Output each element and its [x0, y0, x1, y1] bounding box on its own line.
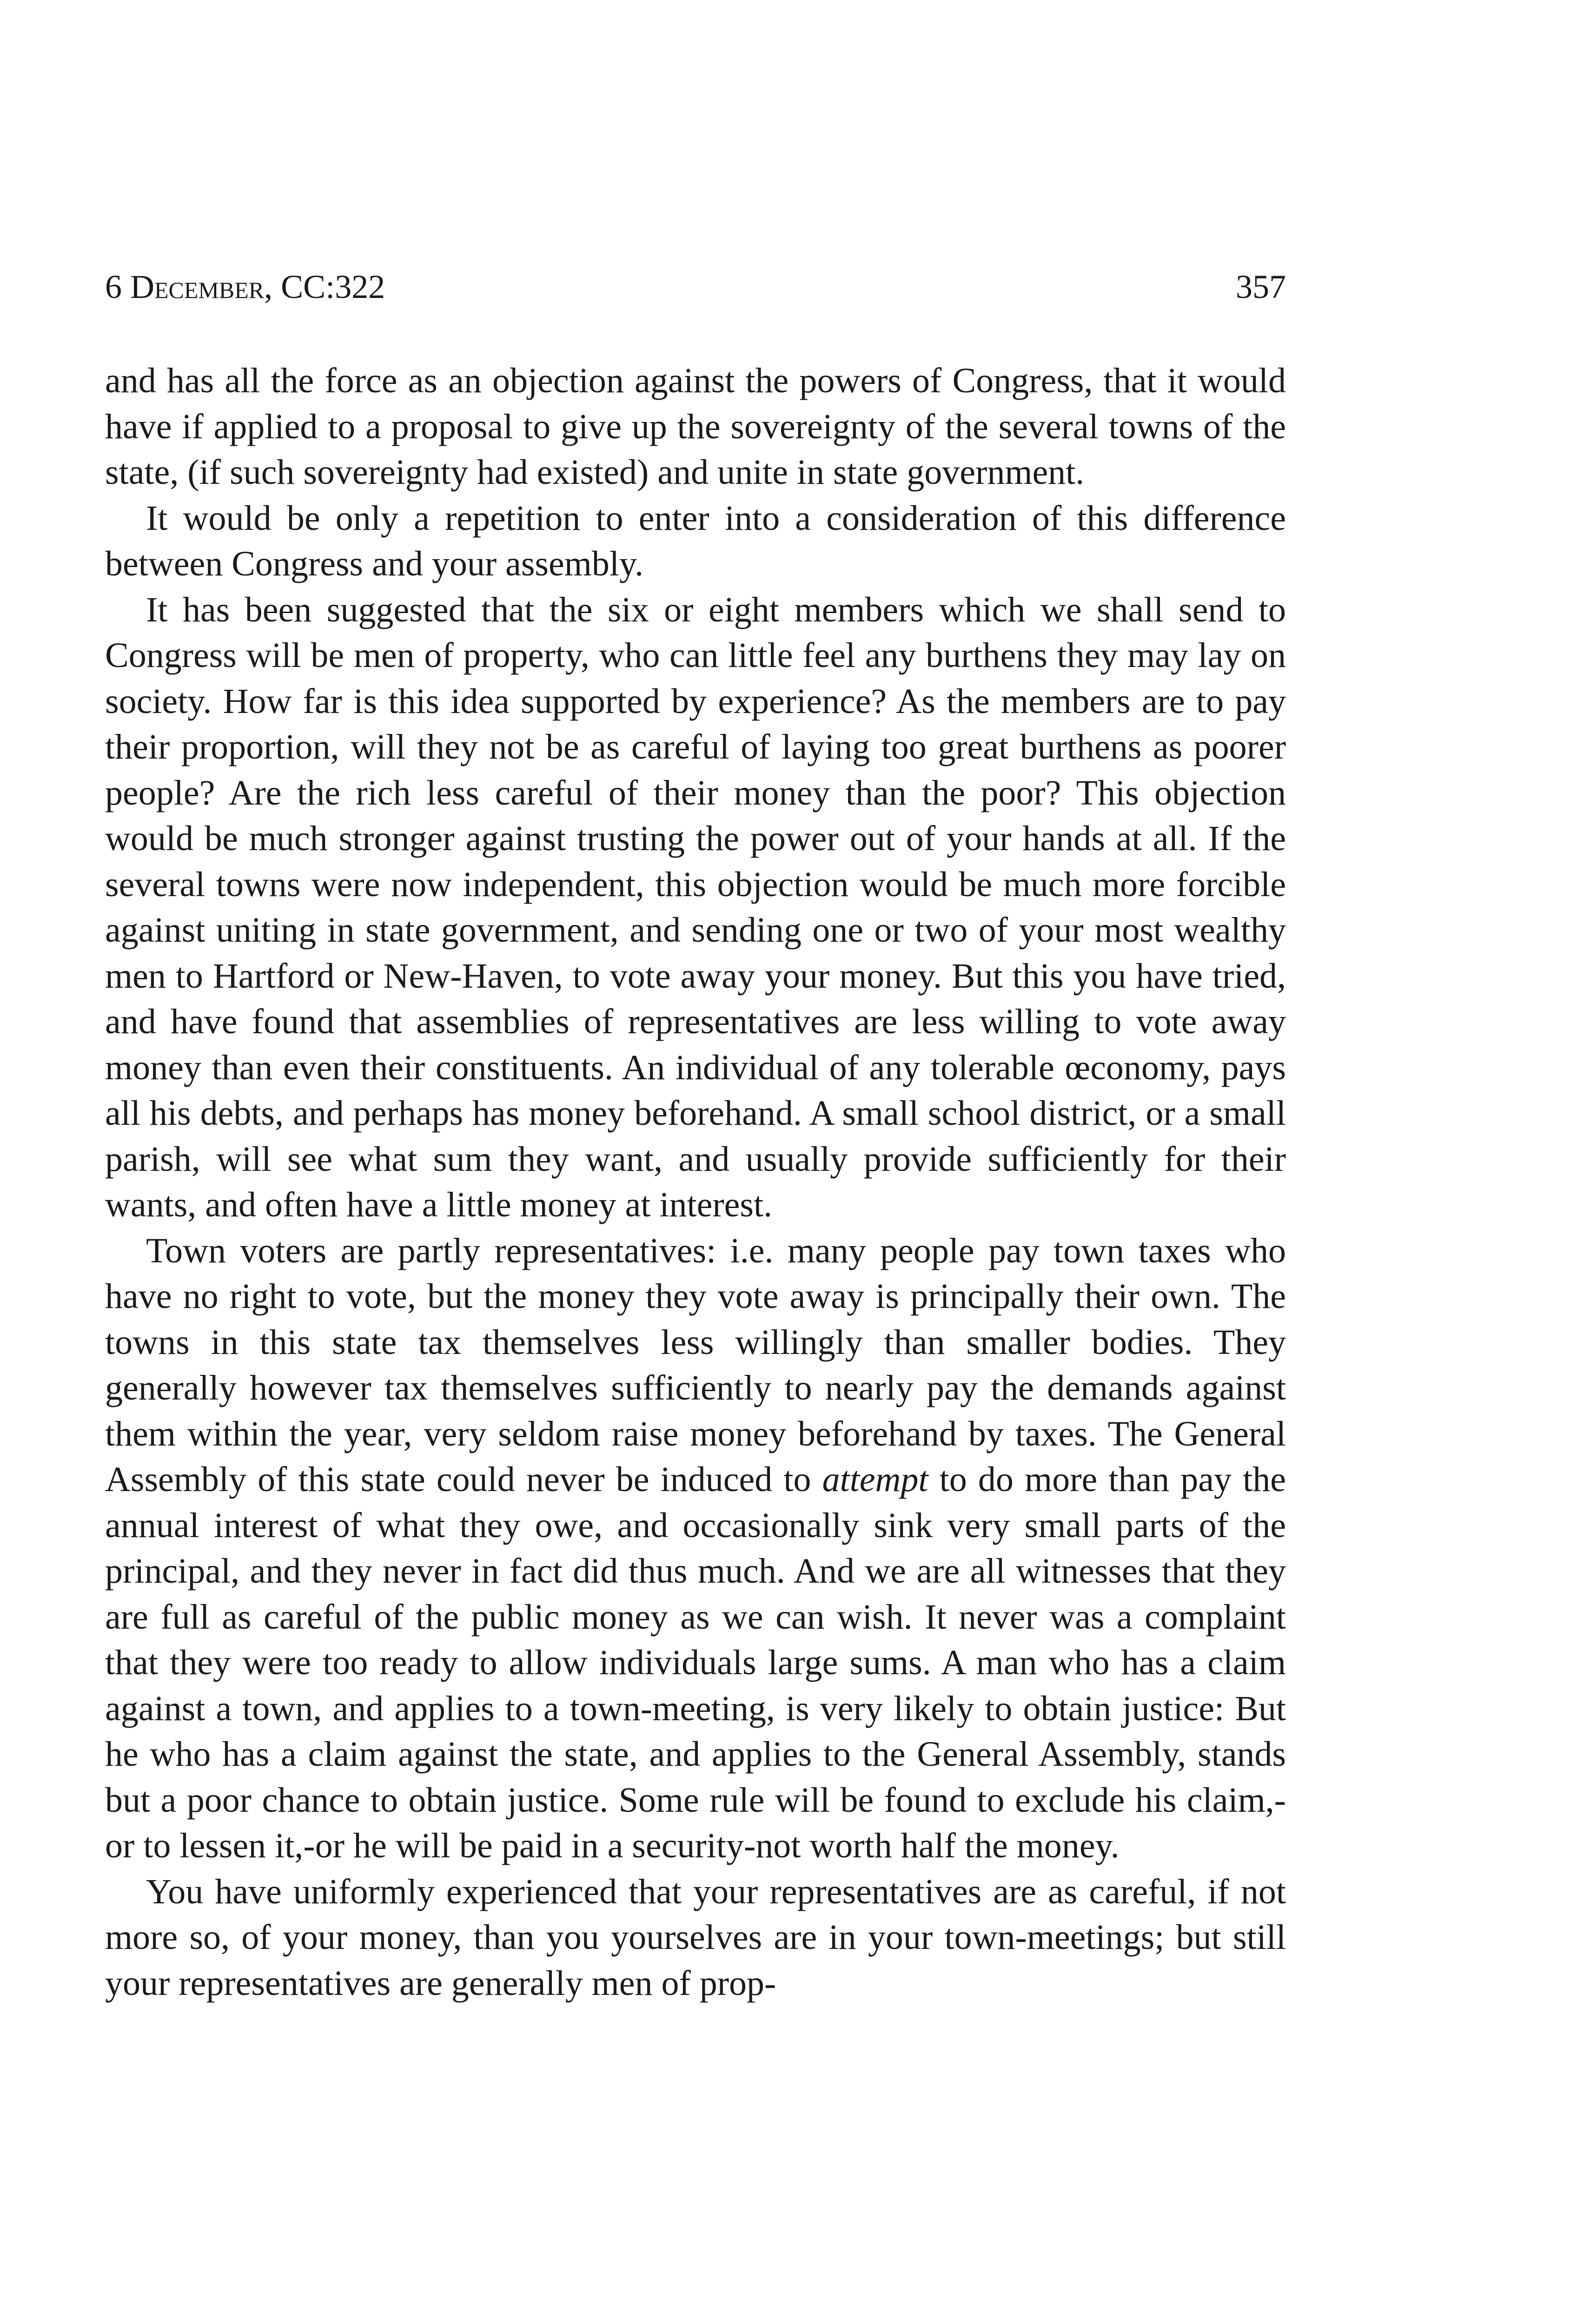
- paragraph: It would be only a repetition to enter into a consideration of this difference between Congress and your assembly.: [105, 498, 1286, 583]
- paragraph: You have uniformly experienced that your representatives are as careful, if not more so, of your money, than you yourselves are in your town-meetings; but still your representatives are generally men of prop-: [105, 1872, 1286, 2003]
- paragraph: It has been suggested that the six or eight members which we shall send to Congress will be men of property, who can little feel any burthens they may lay on society. How far is this idea supported by experience? As the members are to pay their proportion, will they not be as careful of laying too great burthens as poorer people? Are the rich less careful of their money than the poor? This objection would be much stronger against trusting the power out of your hands at all. If the several towns were now independent, this objection would be much more forcible against uniting in state government, and sending one or two of your most wealthy men to Hartford or New-Haven, to vote away your money. But this you have tried, and have found that assemblies of representatives are less willing to vote away money than even their constituents. An individual of any tolerable œconomy, pays all his debts, and perhaps has money beforehand. A small school district, or a small parish, will see what sum they want, and usually provide sufficiently for their wants, and often have a little money at interest.: [105, 590, 1286, 1224]
- running-head: 6 December, CC:322: [105, 268, 385, 305]
- paragraph-continuation: and has all the force as an objection against the powers of Congress, that it would have if applied to a proposal to give up the sovereignty of the several towns of the state, (if such sovereignty had existed) and unite in state government.: [105, 361, 1286, 492]
- body-text: [105, 358, 1286, 2006]
- page-number: 357: [1236, 268, 1286, 305]
- running-head-month: December: [130, 268, 265, 305]
- paragraph: Town voters are partly representatives: i.e. many people pay town taxes who have no right to vote, but the money they vote away is principally their own. The towns in this state tax themselves less willingly than smaller bodies. They generally however tax themselves sufficiently to nearly pay the demands against them within the year, very seldom raise money beforehand by taxes. The General Assembly of this state could never be induced to attempt to do more than pay the annual interest of what they owe, and occasionally sink very small parts of the principal, and they never in fact did thus much. And we are all witnesses that they are full as careful of the public money as we can wish. It never was a complaint that they were too ready to allow individuals large sums. A man who has a claim against a town, and applies to a town-meeting, is very likely to obtain justice: But he who has a claim against the state, and applies to the General Assembly, stands but a poor chance to obtain justice. Some rule will be found to exclude his claim,-or to lessen it,-or he will be paid in a security-not worth half the money.: [105, 1231, 1286, 1865]
- running-header: [105, 266, 1286, 308]
- emphasis: attempt: [822, 1460, 928, 1499]
